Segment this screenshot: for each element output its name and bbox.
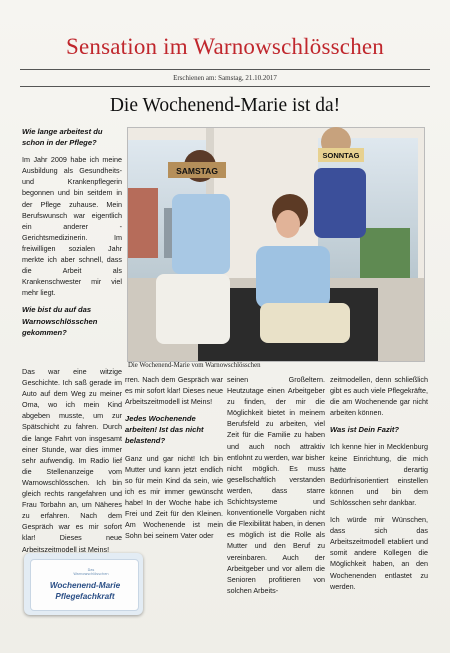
article-photo	[127, 127, 425, 362]
answer-4-part-1: Ich kenne hier in Mecklenburg keine Einrichtung, die mich hätte derartig Bedürfnisorientiert einstellen können und bin dem Schlösschen sehr dankbar.	[330, 442, 428, 507]
article-column-left-top	[22, 126, 122, 338]
question-2: Wie bist du auf das Warnowschlösschen gekommen?	[22, 305, 98, 337]
answer-4-part-2: Ich würde mir Wünschen, dass sich das Arbeitszeitmodell etabliert und somit andere Kollegen die Möglichkeit haben, an den Wochenenden entlastet zu werden.	[330, 515, 428, 591]
badge-logo: Das Warnowschlösschen	[73, 568, 109, 576]
badge-line-2: Pflegefachkraft	[55, 592, 115, 601]
question-4: Was ist Dein Fazit?	[330, 425, 400, 435]
answer-2-text: Das war eine witzige Geschichte. Ich saß gerade im Auto auf dem Weg zu meiner Oma, wo ich mein Kind abgeben musste, um zur Spätschicht zu fahren. Durch die lange Fahrt von insgesamt einer Stunde, war dies immer sehr aufwendig. Im Radio lief die Stellenanzeige vom Warnowschlösschen. Ich bin gleich rechts rangefahren und Frau Torbahn an, um Näheres zu erfahren. Nach dem Gespräch war es mir sofort klar! Dieses neue Arbeitszeitmodell ist Meins!	[22, 367, 122, 554]
badge-line-1: Wochenend-Marie	[49, 581, 121, 590]
masthead-title: Sensation im Warnowschlösschen	[65, 34, 385, 59]
article-column-2	[125, 374, 223, 541]
badge-name	[35, 580, 135, 602]
sign-samstag: SAMSTAG	[176, 166, 218, 176]
name-badge	[24, 553, 143, 615]
answer-2-continuation: rren. Nach dem Gespräch war es mir sofort klar! Dieses neue Arbeitszeitmodell ist Meins!	[125, 375, 223, 407]
article-column-left-bottom	[22, 366, 122, 554]
sign-sonntag: SONNTAG	[322, 151, 360, 160]
article-column-4	[330, 374, 428, 592]
photo-caption: Die Wochenend-Marie vom Warnowschlösschen	[128, 362, 261, 369]
answer-2-part-1	[22, 366, 122, 554]
answer-3-part-1: Ganz und gar nicht! Ich bin Mutter und kann jetzt endlich so für mein Kind da sein, wie ich es mir immer gewünscht habe! In der Woche habe ich Frei und Zeit für den Kleinen. Am Wochenende ist mein Sohn bei seinem Vater oder	[125, 453, 223, 541]
article-column-3	[227, 374, 325, 596]
photo-illustration	[128, 128, 424, 361]
dateline: Erschienen am: Samstag, 21.10.2017	[173, 74, 277, 82]
answer-1: Im Jahr 2009 habe ich meine Ausbildung als Gesundheits- und Krankenpflegerin begonnen und bin seitdem in der Pflege zuhause. Mein Berufswunsch war eigentlich ein anderer - Gerichtsmedizinerin. Im freiwilligen sozialen Jahr merkte ich aber schnell, dass die Arbeit als Krankenschwester mir viel mehr liegt.	[22, 155, 122, 298]
masthead-rule-bottom	[20, 86, 430, 87]
headline: Die Wochenend-Marie ist da!	[109, 95, 341, 116]
name-badge-card	[30, 559, 139, 611]
answer-3-part-3: zeitmodellen, denn schließlich gibt es auch viele Pflegekräfte, die am Wochenende gar nicht arbeiten können.	[330, 375, 428, 418]
question-3: Jedes Wochenende arbeiten! Ist das nicht belastend?	[125, 414, 204, 446]
masthead-rule-top	[20, 69, 430, 70]
answer-3-part-2: seinen Großeltern. Heutzutage einen Arbeitgeber zu finden, der mir die Möglichkeit bietet in meinem Berufsfeld zu arbeiten, viel Zeit für die Familie zu haben und auch noch attraktiv entlohnt zu werden, war bisher nicht möglich. Es muss gesellschaftlich verstanden werden, dass starre Schichtsysteme und konventionelle Vorgaben nicht die Flexibilität haben, in denen es möglich ist die Rolle als Mutter und den Beruf zu vereinbaren. Auch der Arbeitgeber und vor allem die Senioren profitieren von solchen Arbeits-	[227, 375, 325, 595]
question-1: Wie lange arbeitest du schon in der Pflege?	[22, 127, 103, 148]
